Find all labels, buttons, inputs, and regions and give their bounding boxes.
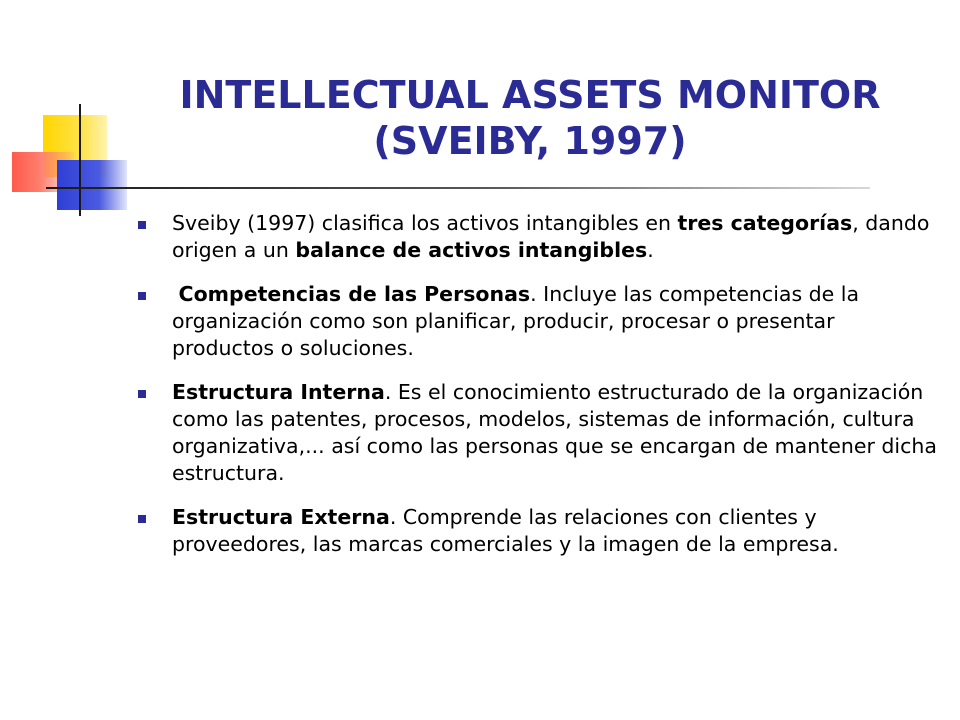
bullet-item-estructura-interna — [138, 379, 938, 487]
bullet-item-estructura-externa — [138, 504, 938, 558]
bullet-bold-text: Competencias de las Personas — [178, 282, 531, 306]
bullet-list — [138, 210, 938, 575]
bullet-text: . Comprende las relaciones con clientes y proveedores, las marcas comerciales y la imagen de la empresa. — [172, 505, 839, 556]
bullet-text: . — [647, 238, 654, 262]
bullet-text: . Incluye las competencias de la organización como son planificar, producir, procesar o presentar productos o soluciones. — [172, 282, 860, 360]
square-bullet-icon — [138, 390, 146, 398]
decorative-blue-square — [57, 160, 127, 210]
bullet-bold-text: balance de activos intangibles — [295, 238, 648, 262]
bullet-text: Sveiby (1997) clasifica los activos intangibles en — [172, 211, 678, 235]
square-bullet-icon — [138, 515, 146, 523]
bullet-item-competencias — [138, 281, 938, 362]
decorative-vertical-line — [79, 104, 81, 216]
bullet-bold-text: Estructura Externa — [172, 505, 390, 529]
slide-title-line-2: (SVEIBY, 1997) — [373, 119, 687, 163]
bullet-text: . Es el conocimiento estructurado de la organización como las patentes, procesos, modelos, sistemas de información, cultura organizativa,... así como las personas que se encargan de mantener dicha estructura. — [172, 380, 937, 485]
bullet-text: , dando origen a un — [172, 211, 930, 262]
square-bullet-icon — [138, 292, 146, 300]
bullet-bold-text: Estructura Interna — [172, 380, 385, 404]
slide-title-line-1: INTELLECTUAL ASSETS MONITOR — [179, 73, 881, 117]
bullet-bold-text: tres categorías — [677, 211, 853, 235]
bullet-item-clasificacion — [138, 210, 938, 264]
slide-title — [110, 72, 950, 164]
title-underline-rule — [46, 187, 870, 189]
square-bullet-icon — [138, 221, 146, 229]
